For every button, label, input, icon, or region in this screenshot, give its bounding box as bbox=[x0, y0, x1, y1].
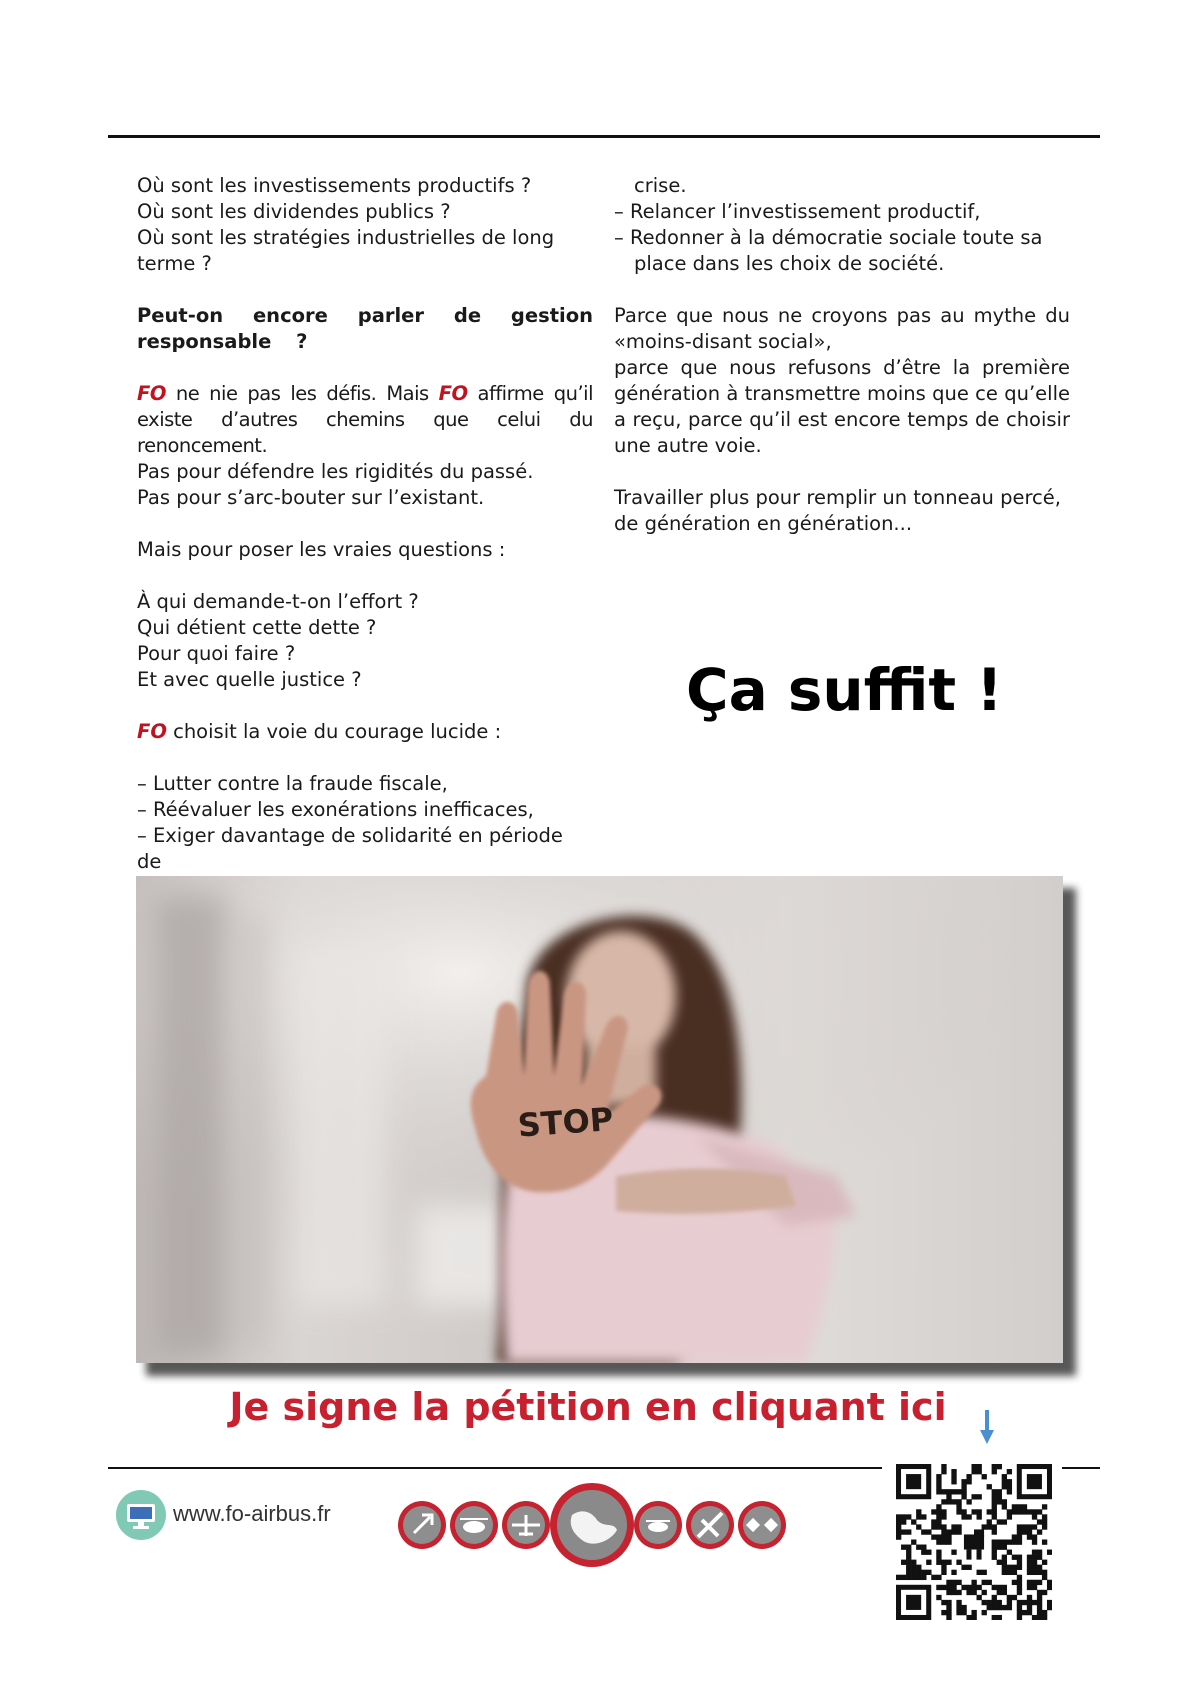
fo-paragraph bbox=[137, 381, 593, 459]
question-strategies: Où sont les stratégies industrielles de long terme ? bbox=[137, 226, 555, 275]
fo-text-1: ne nie pas les défis. Mais bbox=[165, 382, 439, 405]
question-investments: Où sont les investissements productifs ? bbox=[137, 174, 532, 197]
fo-choice-line bbox=[137, 719, 593, 745]
bullet-relancer: – Relancer l’investissement productif, bbox=[614, 200, 981, 223]
right-column bbox=[614, 173, 1070, 537]
paragraph-mythe: Parce que nous ne croyons pas au mythe du «moins-disant social», bbox=[614, 304, 1070, 353]
petition-link[interactable] bbox=[0, 1385, 1200, 1429]
section-heading: Peut-on encore parler de gestion responsable ? bbox=[137, 304, 593, 353]
line-pas-rigidites: Pas pour défendre les rigidités du passé. bbox=[137, 460, 534, 483]
bottom-divider-left bbox=[108, 1467, 882, 1469]
question-justice: Et avec quelle justice ? bbox=[137, 668, 362, 691]
bottom-divider-right bbox=[1062, 1467, 1100, 1469]
sector-badges bbox=[392, 1470, 812, 1580]
line-pas-arc-bouter: Pas pour s’arc-bouter sur l’existant. bbox=[137, 486, 485, 509]
rocket-icon bbox=[398, 1501, 446, 1549]
jet-icon bbox=[686, 1501, 734, 1549]
stop-hand-text: STOP bbox=[516, 1100, 615, 1145]
fo-text-2: affirme qu’il existe d’autres chemins que celui du renoncement. bbox=[137, 382, 593, 457]
drone-icon bbox=[634, 1501, 682, 1549]
petition-link-text[interactable]: Je signe la pétition en cliquant ici bbox=[229, 1385, 947, 1429]
helicopter-icon bbox=[450, 1501, 498, 1549]
top-divider bbox=[108, 135, 1100, 138]
bullet-continuation: crise. bbox=[634, 174, 687, 197]
question-effort: À qui demande-t-on l’effort ? bbox=[137, 590, 419, 613]
stop-photo-illustration bbox=[136, 876, 1063, 1363]
line-vraies-questions: Mais pour poser les vraies questions : bbox=[137, 538, 506, 561]
arrow-down-icon bbox=[980, 1410, 994, 1444]
fo-brand: FO bbox=[137, 720, 167, 743]
paragraph-tonneau: Travailler plus pour remplir un tonneau percé, de génération en génération... bbox=[614, 486, 1061, 535]
globe-icon bbox=[550, 1483, 634, 1567]
bullet-solidarite: – Exiger davantage de solidarité en période de bbox=[137, 824, 563, 873]
fo-brand: FO bbox=[137, 382, 166, 405]
computer-monitor-icon bbox=[116, 1490, 166, 1540]
fo-choice-text: choisit la voie du courage lucide : bbox=[166, 720, 502, 743]
stop-hand-photo bbox=[136, 876, 1063, 1363]
bullet-exonerations: – Réévaluer les exonérations inefficaces, bbox=[137, 798, 534, 821]
left-column bbox=[137, 173, 593, 875]
airplane-icon bbox=[502, 1501, 550, 1549]
satellite-icon bbox=[738, 1501, 786, 1549]
question-pour-quoi: Pour quoi faire ? bbox=[137, 642, 296, 665]
bullet-fraude: – Lutter contre la fraude fiscale, bbox=[137, 772, 448, 795]
website-link[interactable]: www.fo-airbus.fr bbox=[173, 1501, 331, 1526]
question-dette: Qui détient cette dette ? bbox=[137, 616, 377, 639]
bullet-redonner: – Redonner à la démocratie sociale toute sa place dans les choix de société. bbox=[614, 226, 1043, 275]
headline-ca-suffit: Ça suffit ! bbox=[686, 656, 1003, 724]
question-dividends: Où sont les dividendes publics ? bbox=[137, 200, 451, 223]
fo-brand: FO bbox=[438, 382, 468, 405]
paragraph-generation: parce que nous refusons d’être la première génération à transmettre moins que ce qu’elle a reçu, parce qu’il est encore temps de choisir une autre voie. bbox=[614, 356, 1070, 457]
qr-code[interactable] bbox=[896, 1464, 1052, 1620]
qr-code-icon[interactable] bbox=[896, 1464, 1052, 1620]
